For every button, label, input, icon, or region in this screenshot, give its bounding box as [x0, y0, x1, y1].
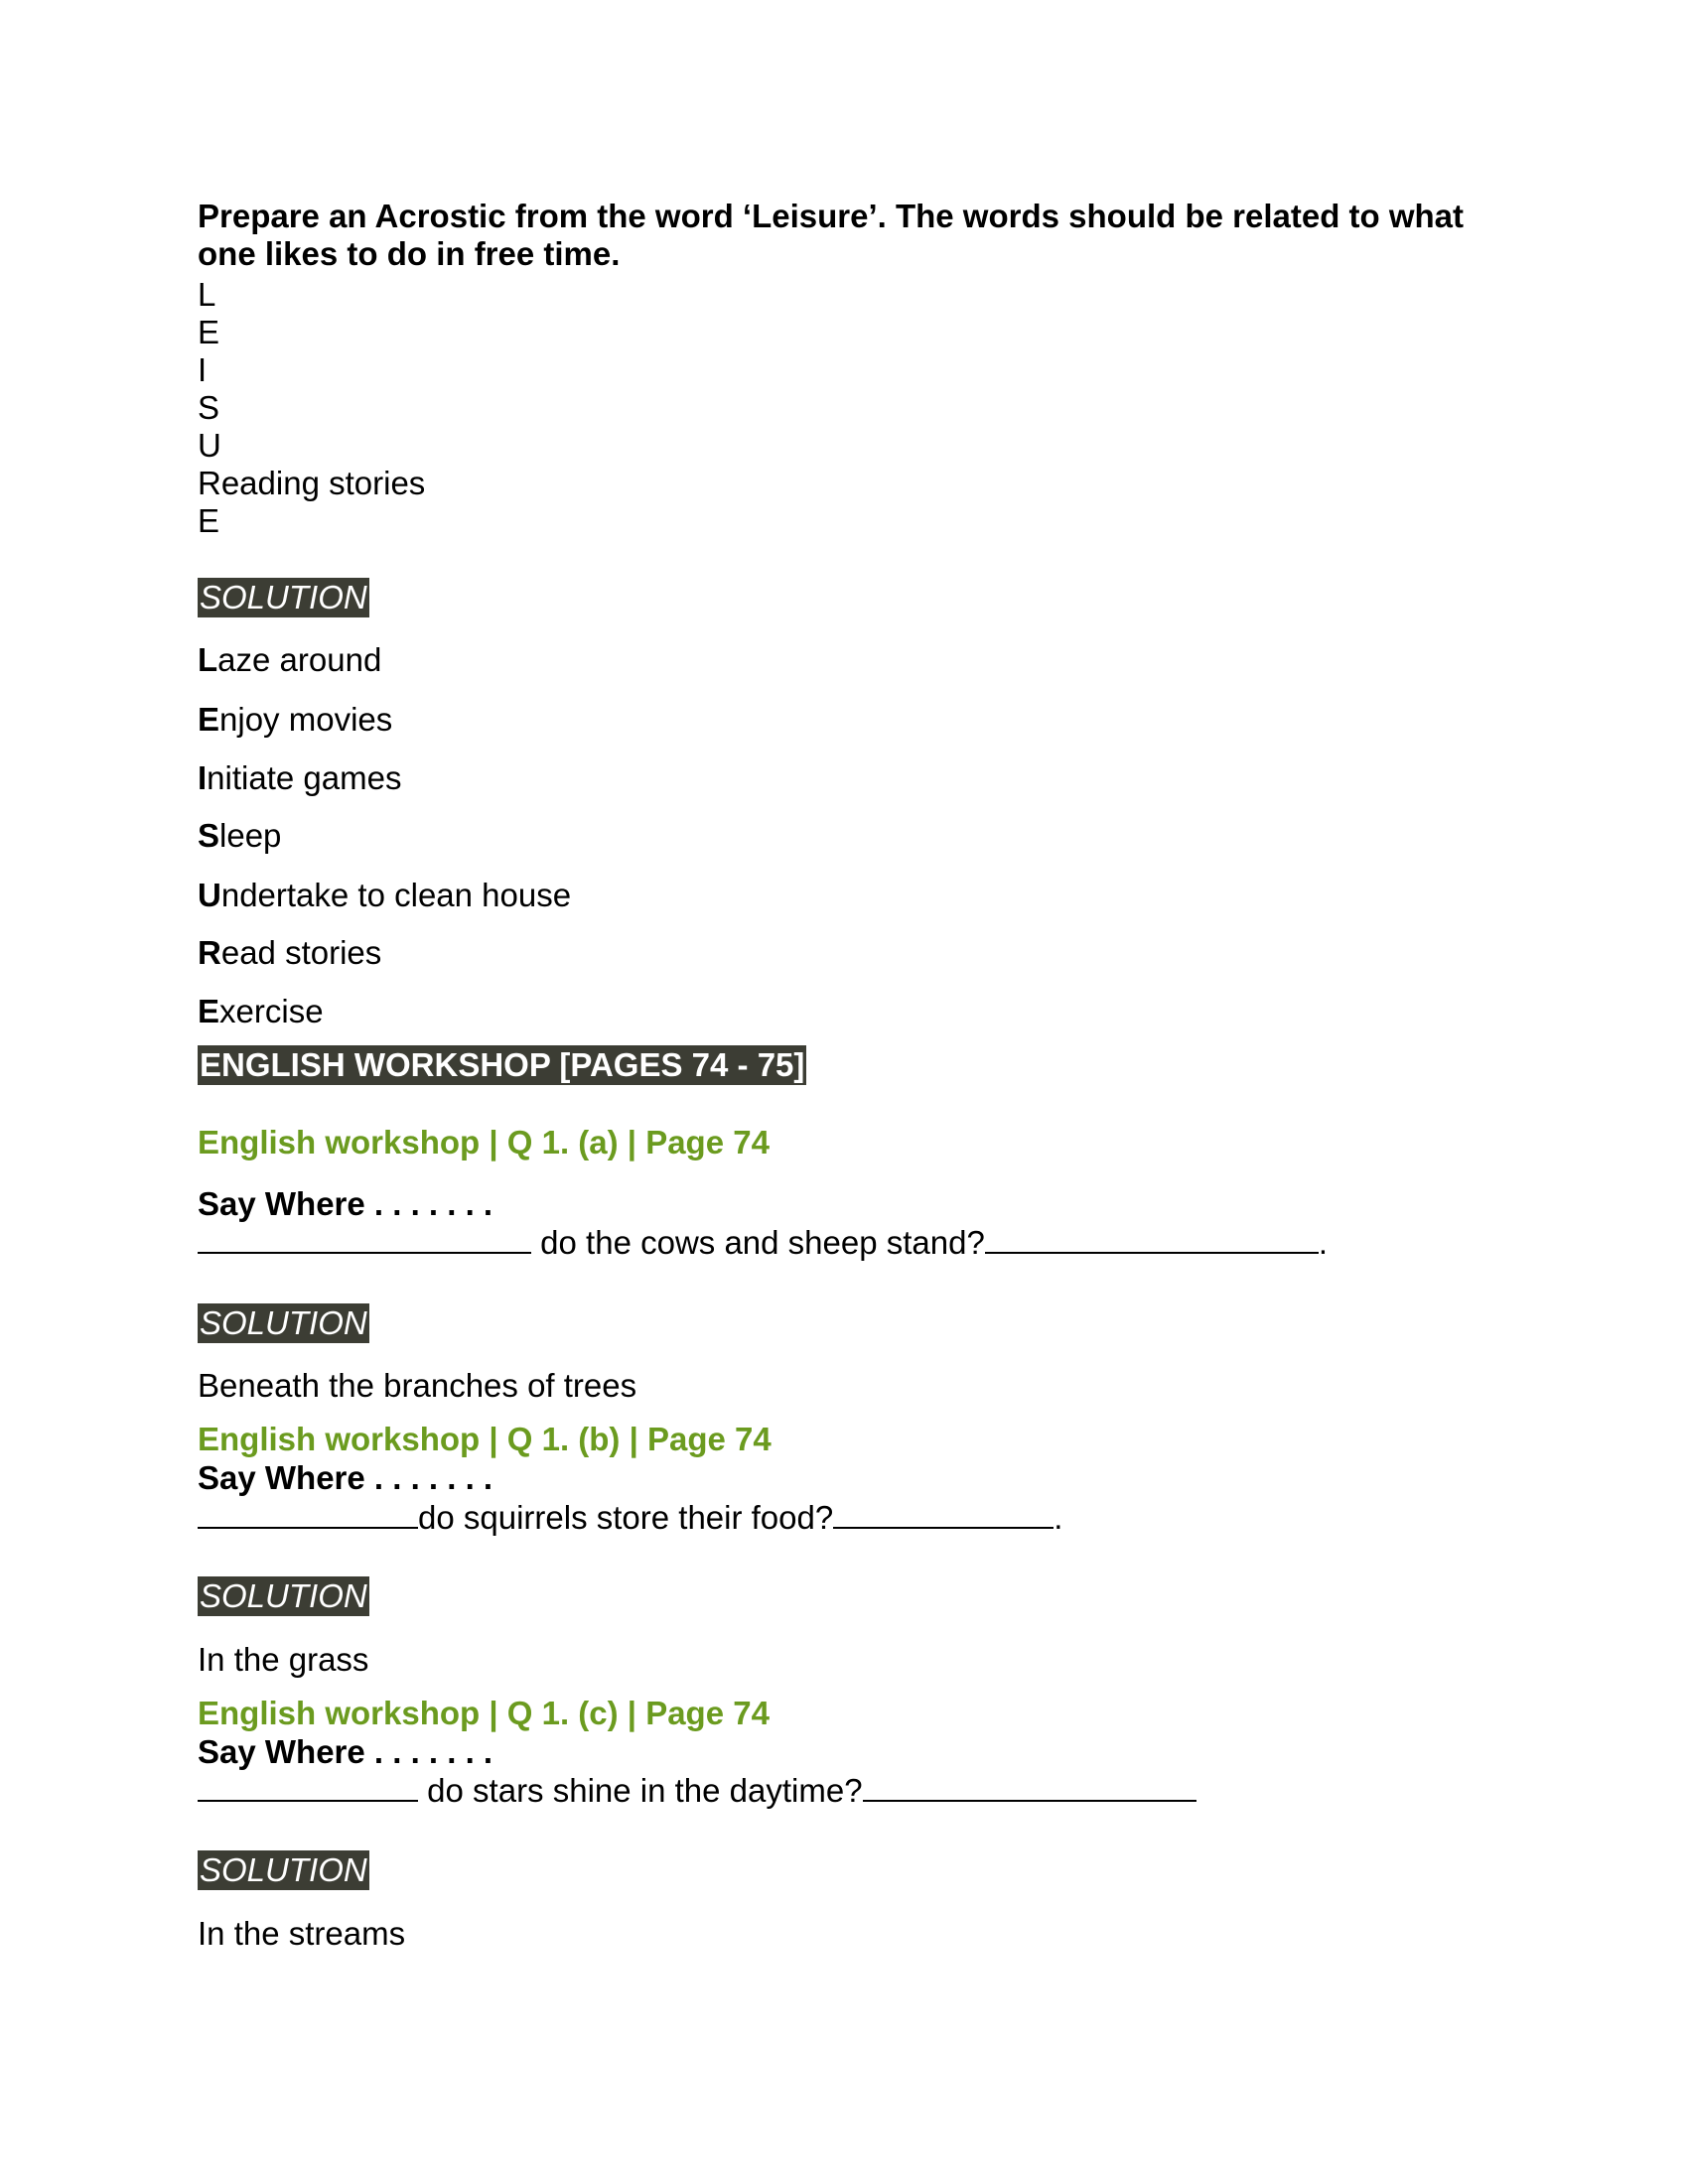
- solution-badge: SOLUTION: [200, 579, 367, 615]
- blank-line: [198, 1497, 418, 1529]
- blank-line: [833, 1497, 1054, 1529]
- solution-line: Initiate games: [198, 759, 402, 796]
- blank-line: [985, 1222, 1319, 1254]
- fill-in-line: do the cows and sheep stand? .: [198, 1222, 1328, 1263]
- solution-line: Sleep: [198, 817, 282, 854]
- acrostic-line: I: [198, 351, 208, 388]
- solution-line: Undertake to clean house: [198, 877, 572, 913]
- acrostic-line: E: [198, 502, 220, 539]
- acrostic-line: L: [198, 276, 216, 313]
- question-heading: English workshop | Q 1. (a) | Page 74: [198, 1124, 770, 1160]
- acrostic-line: S: [198, 389, 220, 426]
- solution-line: Enjoy movies: [198, 701, 393, 738]
- workshop-header: ENGLISH WORKSHOP [PAGES 74 - 75]: [200, 1046, 805, 1083]
- say-where: Say Where . . . . . . .: [198, 1185, 493, 1222]
- answer-text: In the grass: [198, 1641, 369, 1678]
- acrostic-line: E: [198, 314, 220, 350]
- acrostic-question: Prepare an Acrostic from the word ‘Leisure’. The words should be related to what one likes to do in free time.: [198, 198, 1465, 272]
- acrostic-line: Reading stories: [198, 465, 426, 501]
- answer-text: In the streams: [198, 1915, 406, 1952]
- say-where: Say Where . . . . . . .: [198, 1733, 493, 1770]
- question-heading: English workshop | Q 1. (c) | Page 74: [198, 1695, 770, 1731]
- solution-line: Exercise: [198, 993, 324, 1029]
- solution-badge: SOLUTION: [200, 1304, 367, 1341]
- blank-line: [863, 1770, 1196, 1802]
- fill-in-line: do squirrels store their food? .: [198, 1497, 1062, 1538]
- solution-line: Laze around: [198, 641, 382, 678]
- question-heading: English workshop | Q 1. (b) | Page 74: [198, 1421, 772, 1457]
- answer-text: Beneath the branches of trees: [198, 1367, 637, 1404]
- acrostic-line: U: [198, 427, 221, 464]
- fill-in-line: do stars shine in the daytime?: [198, 1770, 1196, 1811]
- solution-badge: SOLUTION: [200, 1577, 367, 1614]
- blank-line: [198, 1770, 418, 1802]
- say-where: Say Where . . . . . . .: [198, 1459, 493, 1496]
- blank-line: [198, 1222, 531, 1254]
- solution-line: Read stories: [198, 934, 382, 971]
- solution-badge: SOLUTION: [200, 1851, 367, 1888]
